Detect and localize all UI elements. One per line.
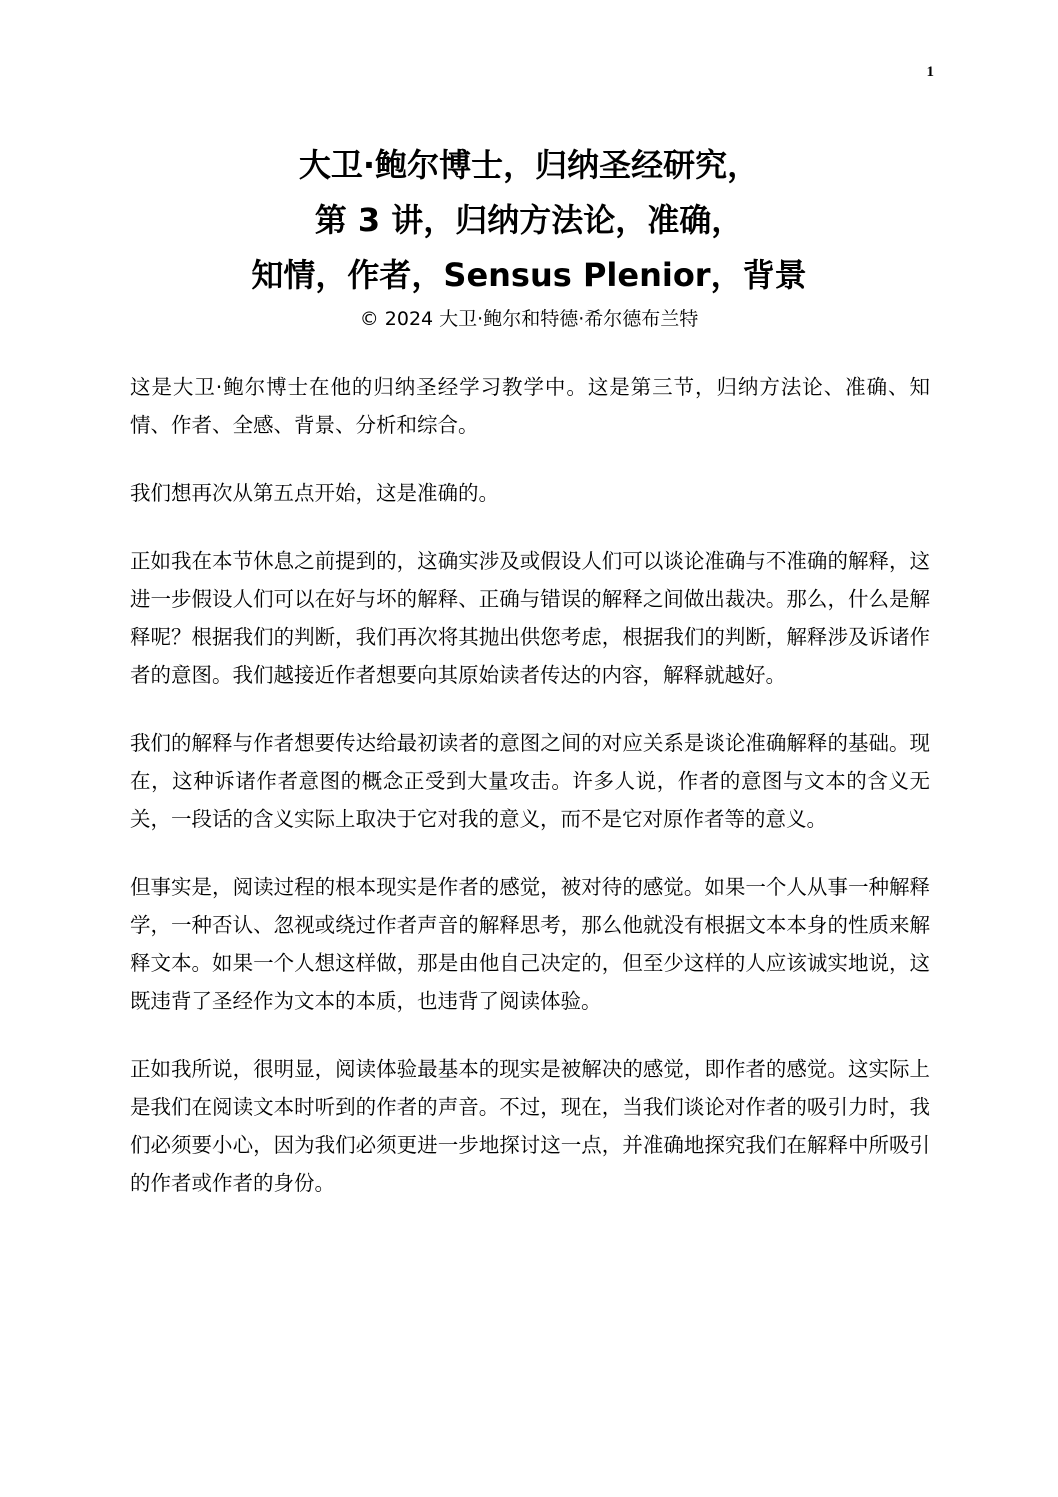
paragraph-1: 这是大卫·鲍尔博士在他的归纳圣经学习教学中。这是第三节，归纳方法论、准确、知情、作者、全感、背景、分析和综合。 — [130, 375, 930, 437]
paragraph-6: 正如我所说，很明显，阅读体验最基本的现实是被解决的感觉，即作者的感觉。这实际上是我们在阅读文本时听到的作者的声音。不过，现在，当我们谈论对作者的吸引力时，我们必须要小心，因为我们必须更进一步地探讨这一点，并准确地探究我们在解释中所吸引的作者或作者的身份。 — [130, 1057, 930, 1195]
title-line-3: 知情，作者，Sensus Plenior，背景 — [251, 256, 807, 294]
copyright-line: © 2024 大卫·鲍尔和特德·希尔德布兰特 — [359, 308, 699, 330]
paragraph-5: 但事实是，阅读过程的根本现实是作者的感觉，被对待的感觉。如果一个人从事一种解释学，一种否认、忽视或绕过作者声音的解释思考，那么他就没有根据文本本身的性质来解释文本。如果一个人想这样做，那是由他自己决定的，但至少这样的人应该诚实地说，这既违背了圣经作为文本的本质，也违背了阅读体验。 — [130, 875, 930, 1013]
page-number: 1 — [926, 64, 934, 80]
body-text — [130, 368, 930, 1232]
paragraph-2: 我们想再次从第五点开始，这是准确的。 — [130, 481, 499, 505]
title-line-1: 大卫·鲍尔博士，归纳圣经研究， — [298, 146, 760, 184]
paragraph-3: 正如我在本节休息之前提到的，这确实涉及或假设人们可以谈论准确与不准确的解释，这进一步假设人们可以在好与坏的解释、正确与错误的解释之间做出裁决。那么，什么是解释呢？根据我们的判断，我们再次将其抛出供您考虑，根据我们的判断，解释涉及诉诸作者的意图。我们越接近作者想要向其原始读者传达的内容，解释就越好。 — [130, 549, 930, 687]
title-line-2: 第 3 讲，归纳方法论，准确， — [314, 201, 744, 239]
title-block — [0, 138, 1058, 333]
paragraph-4: 我们的解释与作者想要传达给最初读者的意图之间的对应关系是谈论准确解释的基础。现在，这种诉诸作者意图的概念正受到大量攻击。许多人说，作者的意图与文本的含义无关，一段话的含义实际上取决于它对我的意义，而不是它对原作者等的意义。 — [130, 731, 930, 831]
